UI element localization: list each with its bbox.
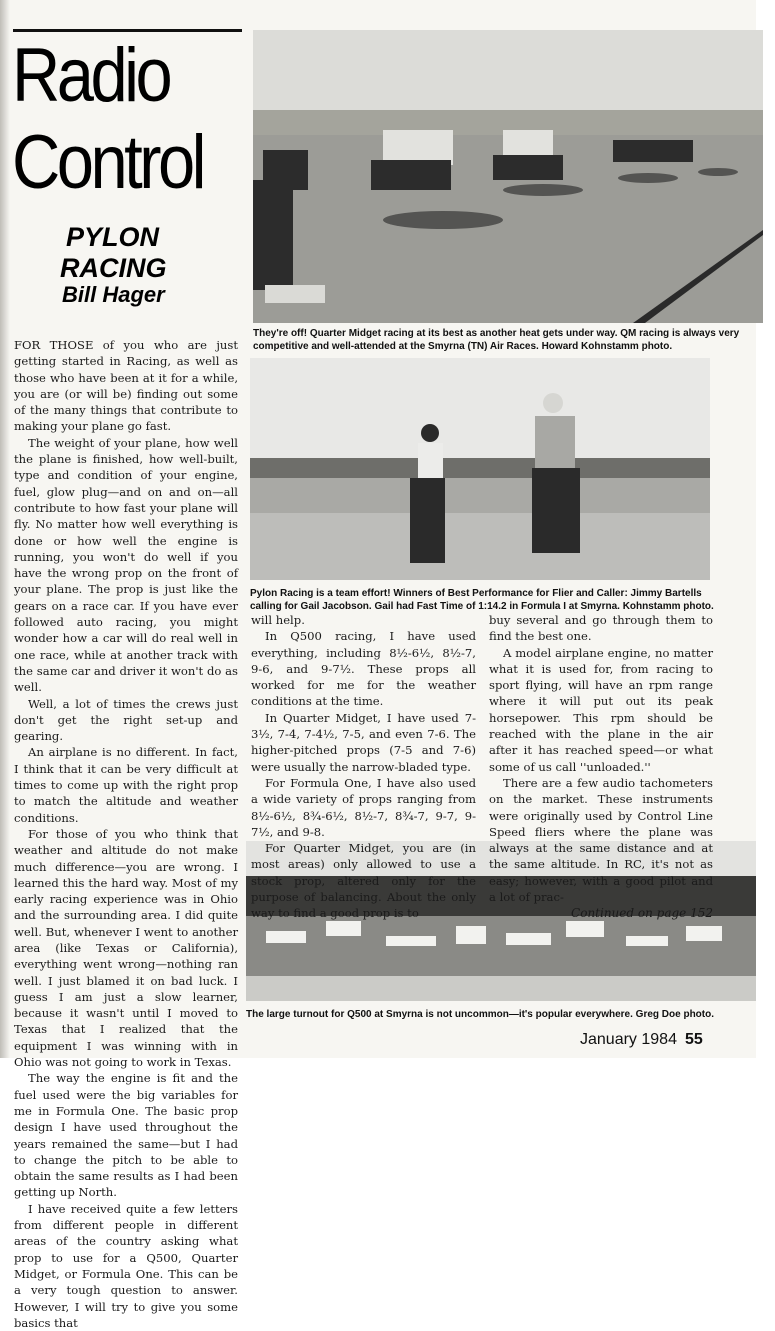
subtitle-pylon: PYLON [66, 222, 160, 252]
article-column-1 [14, 337, 238, 1331]
col1-para-3: Well, a lot of times the crews just don't get the right set-up and gearing. [14, 696, 238, 744]
col1-para-1: FOR THOSE of you who are just getting started in Racing, as well as those who have been at it for a while, you are (or will be) finding out some of the many things that contribute to making your plane go fast. [14, 338, 238, 434]
col3-para-2: A model airplane engine, no matter what it is used for, from racing to sport flying, will have an rpm range where it will put out its peak horsepower. This rpm should be reached with the plane in the air after it has reached speed—or what some of us call ''unloaded.'' [489, 645, 713, 774]
caption-photo-3: The large turnout for Q500 at Smyrna is not uncommon—it's popular everywhere. Greg Doe photo. [246, 1009, 715, 1020]
title-line-1: Radio [12, 33, 170, 118]
col2-para-5: For Quarter Midget, you are (in most areas) only allowed to use a stock prop, altered only for the purpose of balancing. About the only way to find a good prop is to [251, 841, 476, 921]
col1-para-7: I have received quite a few letters from different people in different areas of the country asking what prop to use for a Q500, Quarter Midget, or Formula One. This can be a very tough question to answer. However, I will try to give you some basics that [14, 1201, 238, 1330]
col3-para-3: There are a few audio tachometers on the market. These instruments were originally used by Control Line Speed fliers where the plane was always at the same distance and at the same altitude. In RC, it's not as easy; however, with a good pilot and a lot of prac- [489, 775, 713, 905]
continued-note: Continued on page 152 [571, 906, 713, 921]
page-edge-shadow [0, 0, 10, 1058]
col1-para-6: The way the engine is fit and the fuel used were the big variables for me in Formula One. The basic prop design I have used throughout the years remained the same—but I had to change the pitch to be able to obtain the same results as I had been getting up North. [14, 1071, 238, 1200]
title-rule [13, 29, 242, 32]
col1-para-4: An airplane is no different. In fact, I think that it can be very difficult at times to come up with the right prop to match the altitude and weather conditions. [14, 745, 238, 825]
article-column-2 [251, 612, 476, 922]
col2-para-4: For Formula One, I have also used a wide variety of props ranging from 8½-6½, 8¾-6½, 8½-7, 8¾-7, 9-7, 9-7½, and 9-8. [251, 775, 476, 839]
subtitle-racing: RACING [60, 253, 167, 283]
page-number: 55 [685, 1031, 703, 1048]
author-name: Bill Hager [62, 282, 165, 307]
col1-para-2: The weight of your plane, how well the plane is finished, how well-built, type and condition of your engine, fuel, glow plug—and on and on—all contribute to how fast your plane will fly. No matter how well everything is done or how well the engine is running, you won't do well if you have the wrong prop on the front of your plane. The prop is just like the gears on a race car. If you have ever followed auto racing, you might wonder how a car will do real well in one race, while at another track with the same car and driver it won't do as well. [14, 435, 238, 695]
photo-launch [253, 30, 763, 323]
col3-para-1: buy several and go through them to find the best one. [489, 613, 713, 644]
col2-para-2: In Q500 racing, I have used everything, including 8½-6½, 8½-7, 9-6, and 9-7½. These props all worked for me for the weather conditions at the time. [251, 629, 476, 709]
footer-date: January 1984 [580, 1031, 677, 1048]
photo-team [250, 358, 710, 580]
title-line-2: Control [12, 120, 203, 205]
col1-para-5: For those of you who think that weather and altitude do not make much difference—you are wrong. I learned this the hard way. Most of my early racing experience was in Ohio and the surrounding area. I did quite well. But, whenever I went to another area (like Texas or California), everything went wrong—nothing ran well. I just blamed it on bad luck. I guess I am just a slow learner, because it wasn't until I moved to Texas that I realized that the equipment I was winning with in Ohio was not going to work in Texas. [14, 826, 238, 1070]
article-column-3 [489, 612, 713, 922]
col2-para-1: will help. [251, 613, 305, 627]
photo-launch-image [253, 30, 763, 323]
col2-para-3: In Quarter Midget, I have used 7-3½, 7-4, 7-4½, 7-5, and even 7-6. The higher-pitched props (7-5 and 7-6) were usually the narrow-bladed type. [251, 710, 476, 774]
photo-team-image [250, 358, 710, 580]
caption-photo-2: Pylon Racing is a team effort! Winners of Best Performance for Flier and Caller: Jimmy Bartells calling for Gail Jacobson. Gail had Fast Time of 1:14.2 in Formula I at Smyrna. Kohnstamm photo. [250, 588, 714, 612]
caption-photo-1: They're off! Quarter Midget racing at its best as another heat gets under way. QM racing is always very competitive and well-attended at the Smyrna (TN) Air Races. Howard Kohnstamm photo. [253, 328, 740, 352]
